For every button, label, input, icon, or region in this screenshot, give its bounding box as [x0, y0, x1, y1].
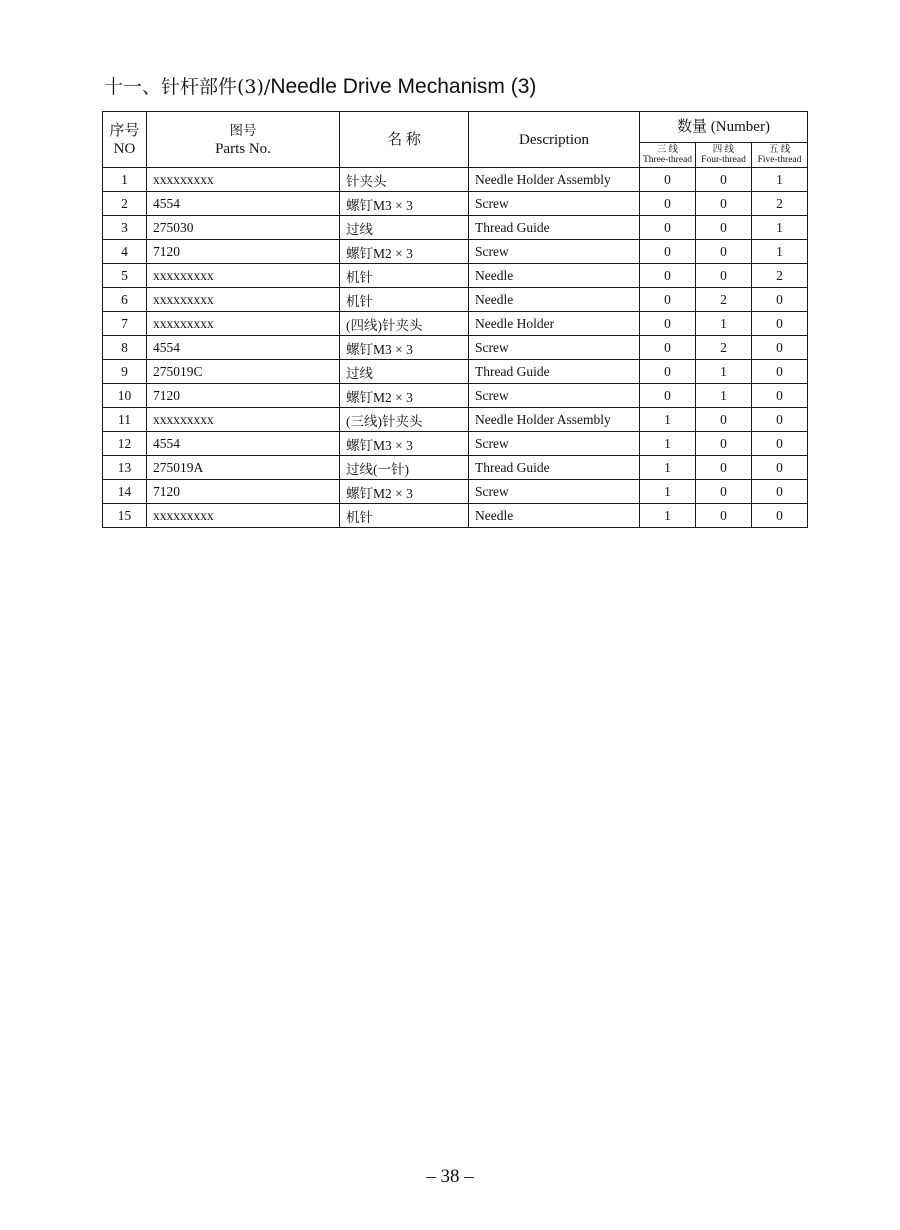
page-title [104, 72, 536, 99]
row-part-no: 7120 [147, 384, 340, 408]
row-no: 15 [103, 504, 147, 528]
row-no: 8 [103, 336, 147, 360]
row-name: 机针 [340, 504, 469, 528]
table-row [103, 360, 808, 384]
page-number: – 38 – [426, 1166, 474, 1187]
row-five-thread: 0 [752, 504, 808, 528]
row-part-no: 4554 [147, 192, 340, 216]
row-four-thread: 1 [696, 360, 752, 384]
row-three-thread: 0 [640, 312, 696, 336]
row-part-no: 7120 [147, 480, 340, 504]
row-five-thread: 0 [752, 336, 808, 360]
header-row-1 [103, 112, 808, 143]
header-four-thread [696, 143, 752, 168]
row-no: 2 [103, 192, 147, 216]
row-four-thread: 1 [696, 312, 752, 336]
row-five-thread: 2 [752, 192, 808, 216]
row-three-thread: 0 [640, 288, 696, 312]
table-row [103, 288, 808, 312]
row-five-thread: 0 [752, 312, 808, 336]
row-name: 螺钉M3 × 3 [340, 336, 469, 360]
row-no: 9 [103, 360, 147, 384]
row-four-thread: 0 [696, 168, 752, 192]
row-part-no: 275019C [147, 360, 340, 384]
row-four-thread: 0 [696, 432, 752, 456]
row-part-no: 275030 [147, 216, 340, 240]
row-four-thread: 2 [696, 336, 752, 360]
header-parts-en: Parts No. [215, 140, 271, 157]
row-three-thread: 0 [640, 192, 696, 216]
row-name: 机针 [340, 264, 469, 288]
table-row [103, 264, 808, 288]
row-name: 螺钉M2 × 3 [340, 384, 469, 408]
row-name: 螺钉M2 × 3 [340, 480, 469, 504]
row-description: Needle [469, 504, 640, 528]
table-row [103, 408, 808, 432]
row-three-thread: 0 [640, 240, 696, 264]
row-name: 螺钉M3 × 3 [340, 192, 469, 216]
row-description: Needle [469, 264, 640, 288]
row-description: Thread Guide [469, 216, 640, 240]
row-five-thread: 1 [752, 240, 808, 264]
row-three-thread: 0 [640, 168, 696, 192]
header-no-cn: 序号 [109, 122, 140, 139]
row-three-thread: 1 [640, 504, 696, 528]
three-en: Three-thread [642, 155, 693, 165]
table-body [103, 168, 808, 528]
row-part-no: xxxxxxxxx [147, 288, 340, 312]
row-three-thread: 0 [640, 360, 696, 384]
table-row [103, 192, 808, 216]
row-three-thread: 0 [640, 216, 696, 240]
table-row [103, 456, 808, 480]
row-five-thread: 1 [752, 168, 808, 192]
row-description: Thread Guide [469, 360, 640, 384]
row-three-thread: 1 [640, 408, 696, 432]
row-no: 3 [103, 216, 147, 240]
row-four-thread: 0 [696, 192, 752, 216]
row-name: 过线 [340, 216, 469, 240]
row-name: 螺钉M3 × 3 [340, 432, 469, 456]
four-en: Four-thread [701, 155, 746, 165]
row-four-thread: 0 [696, 456, 752, 480]
row-four-thread: 0 [696, 216, 752, 240]
five-cn: 五 线 [768, 145, 791, 155]
row-description: Needle Holder Assembly [469, 408, 640, 432]
row-no: 7 [103, 312, 147, 336]
row-part-no: 4554 [147, 432, 340, 456]
row-three-thread: 0 [640, 336, 696, 360]
row-no: 5 [103, 264, 147, 288]
row-four-thread: 1 [696, 384, 752, 408]
row-description: Screw [469, 384, 640, 408]
table-row [103, 312, 808, 336]
header-description: Description [469, 112, 640, 168]
header-no [103, 112, 147, 168]
row-four-thread: 0 [696, 480, 752, 504]
row-three-thread: 1 [640, 456, 696, 480]
row-name: (四线)针夹头 [340, 312, 469, 336]
row-no: 14 [103, 480, 147, 504]
row-five-thread: 0 [752, 408, 808, 432]
title-prefix: 十一、针杆部件(3)/ [104, 76, 271, 98]
row-five-thread: 2 [752, 264, 808, 288]
parts-table [102, 111, 808, 528]
row-description: Screw [469, 336, 640, 360]
header-parts-cn: 图号 [229, 122, 257, 138]
row-three-thread: 1 [640, 432, 696, 456]
row-description: Screw [469, 432, 640, 456]
row-part-no: xxxxxxxxx [147, 264, 340, 288]
row-no: 6 [103, 288, 147, 312]
table-row [103, 168, 808, 192]
four-cn: 四 线 [712, 145, 735, 155]
row-name: 过线 [340, 360, 469, 384]
row-no: 13 [103, 456, 147, 480]
row-five-thread: 0 [752, 480, 808, 504]
table-row [103, 336, 808, 360]
row-no: 1 [103, 168, 147, 192]
header-parts-no [147, 112, 340, 168]
row-part-no: xxxxxxxxx [147, 168, 340, 192]
row-description: Screw [469, 240, 640, 264]
row-no: 11 [103, 408, 147, 432]
title-english: Needle Drive Mechanism (3) [270, 75, 537, 98]
row-three-thread: 1 [640, 480, 696, 504]
row-name: 螺钉M2 × 3 [340, 240, 469, 264]
header-three-thread [640, 143, 696, 168]
row-description: Thread Guide [469, 456, 640, 480]
row-description: Needle [469, 288, 640, 312]
header-number: 数量 (Number) [640, 112, 808, 143]
row-four-thread: 0 [696, 264, 752, 288]
row-four-thread: 0 [696, 408, 752, 432]
table-row [103, 384, 808, 408]
row-no: 10 [103, 384, 147, 408]
row-part-no: 275019A [147, 456, 340, 480]
row-name: 针夹头 [340, 168, 469, 192]
header-no-en: NO [113, 140, 136, 157]
row-five-thread: 0 [752, 384, 808, 408]
row-three-thread: 0 [640, 384, 696, 408]
row-description: Needle Holder Assembly [469, 168, 640, 192]
row-no: 4 [103, 240, 147, 264]
row-name: (三线)针夹头 [340, 408, 469, 432]
row-five-thread: 0 [752, 360, 808, 384]
table-row [103, 504, 808, 528]
row-description: Screw [469, 192, 640, 216]
row-four-thread: 0 [696, 240, 752, 264]
row-name: 过线(一针) [340, 456, 469, 480]
row-part-no: 4554 [147, 336, 340, 360]
row-part-no: xxxxxxxxx [147, 504, 340, 528]
table-row [103, 216, 808, 240]
row-five-thread: 0 [752, 288, 808, 312]
row-description: Screw [469, 480, 640, 504]
row-description: Needle Holder [469, 312, 640, 336]
row-part-no: 7120 [147, 240, 340, 264]
row-five-thread: 0 [752, 432, 808, 456]
header-name: 名 称 [340, 112, 469, 168]
five-en: Five-thread [757, 155, 802, 165]
table-row [103, 240, 808, 264]
header-five-thread [752, 143, 808, 168]
row-part-no: xxxxxxxxx [147, 312, 340, 336]
row-part-no: xxxxxxxxx [147, 408, 340, 432]
row-no: 12 [103, 432, 147, 456]
row-five-thread: 1 [752, 216, 808, 240]
table-row [103, 480, 808, 504]
row-four-thread: 0 [696, 504, 752, 528]
row-four-thread: 2 [696, 288, 752, 312]
row-five-thread: 0 [752, 456, 808, 480]
row-name: 机针 [340, 288, 469, 312]
table-row [103, 432, 808, 456]
three-cn: 三 线 [656, 145, 679, 155]
row-three-thread: 0 [640, 264, 696, 288]
